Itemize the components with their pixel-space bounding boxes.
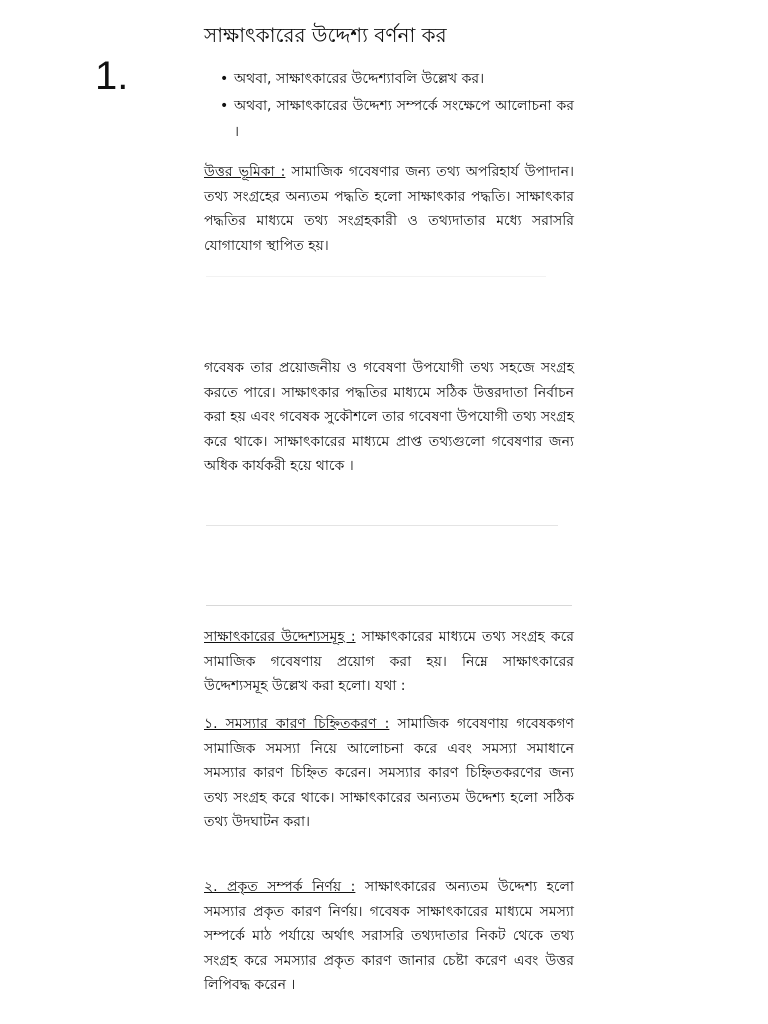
body-paragraph: গবেষক তার প্রয়োজনীয় ও গবেষণা উপযোগী তথ্য সহজে সংগ্রহ করতে পারে। সাক্ষাৎকার পদ্ধতির মাধ্যমে সঠিক উত্তরদাতা নির্বাচন করা হয় এবং গবেষক সুকৌশলে তার গবেষণা উপযোগী তথ্য সংগ্রহ করে থাকে। সাক্ষাৎকারের মাধ্যমে প্রাপ্ত তথ্যগুলো গবেষণার জন্য অধিক কার্যকরী হয়ে থাকে । <box>204 360 574 474</box>
objectives-paragraph <box>204 625 574 699</box>
objectives-text: সাক্ষাৎকারের মাধ্যমে তথ্য সংগ্রহ করে সামাজিক গবেষণায় প্রয়োগ করা হয়। নিম্নে সাক্ষাৎকারের উদ্দেশ্যসমূহ উল্লেখ করা হলো। যথা : <box>204 629 574 694</box>
alternate-question-item <box>204 93 574 145</box>
alternate-questions-list <box>204 66 574 146</box>
objective-heading: ২. প্রকৃত সম্পর্ক নির্ণয় : <box>204 879 356 895</box>
alternate-question-text: অথবা, সাক্ষাৎকারের উদ্দেশ্যাবলি উল্লেখ কর। <box>234 71 485 87</box>
bullet-icon: • <box>220 71 229 87</box>
scan-divider <box>206 276 546 277</box>
alternate-question-text: অথবা, সাক্ষাৎকারের উদ্দেশ্য সম্পর্কে সংক্ষেপে আলোচনা কর । <box>234 98 574 140</box>
intro-heading: উত্তর ভূমিকা : <box>204 164 286 180</box>
scan-divider <box>206 525 558 526</box>
scan-divider <box>206 605 572 606</box>
objectives-heading: সাক্ষাৎকারের উদ্দেশ্যসমূহ : <box>204 629 356 645</box>
question-title: সাক্ষাৎকারের উদ্দেশ্য বর্ণনা কর <box>204 23 447 47</box>
objective-item <box>204 712 574 835</box>
alternate-question-item <box>204 66 574 92</box>
intro-paragraph <box>204 160 574 258</box>
objective-heading: ১. সমস্যার কারণ চিহ্নিতকরণ : <box>204 716 390 732</box>
objective-item <box>204 875 574 998</box>
question-number: 1. <box>95 54 129 98</box>
objective-text: সামাজিক গবেষণায় গবেষকগণ সামাজিক সমস্যা নিয়ে আলোচনা করে এবং সমস্যা সমাধানে সমস্যার কারণ চিহ্নিত করেন। সমস্যার কারণ চিহ্নিতকরণের জন্য তথ্য সংগ্রহ করে থাকে। সাক্ষাৎকারের অন্যতম উদ্দেশ্য হলো সঠিক তথ্য উদঘাটন করা। <box>204 716 575 830</box>
intro-text: সামাজিক গবেষণার জন্য তথ্য অপরিহার্য উপাদান। তথ্য সংগ্রহের অন্যতম পদ্ধতি হলো সাক্ষাৎকার পদ্ধতি। সাক্ষাৎকার পদ্ধতির মাধ্যমে তথ্য সংগ্রহকারী ও তথ্যদাতার মধ্যে সরাসরি যোগাযোগ স্থাপিত হয়। <box>204 164 574 254</box>
objective-text: সাক্ষাৎকারের অন্যতম উদ্দেশ্য হলো সমস্যার প্রকৃত কারণ নির্ণয়। গবেষক সাক্ষাৎকারের মাধ্যমে সমস্যা সম্পর্কে মাঠ পর্যায়ে অর্থাৎ সরাসরি তথ্যদাতার নিকট থেকে তথ্য সংগ্রহ করে সমস্যার প্রকৃত কারণ জানার চেষ্টা করেণ এবং উত্তর লিপিবদ্ধ করেন । <box>204 879 574 993</box>
bullet-icon: • <box>220 98 229 114</box>
